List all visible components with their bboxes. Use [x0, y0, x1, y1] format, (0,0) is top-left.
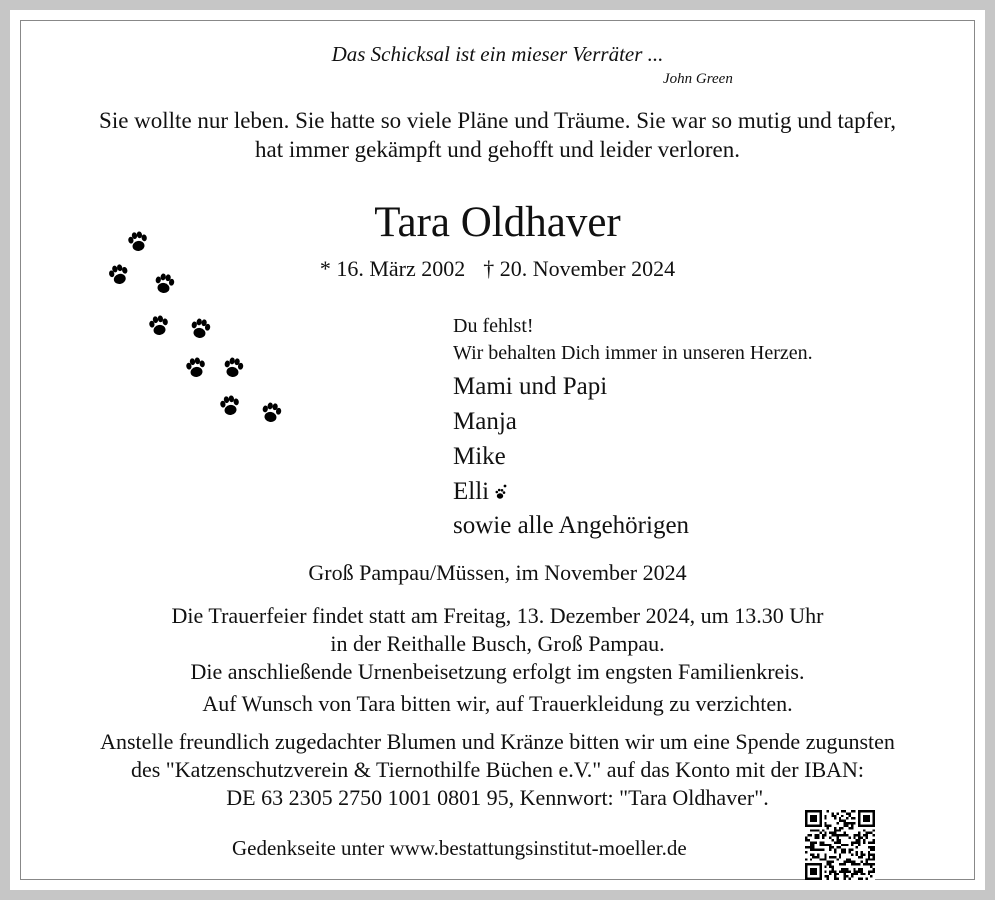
donation-line-3: DE 63 2305 2750 1001 0801 95, Kennwort: "Tara Oldhaver". [226, 785, 769, 810]
donation-line-1: Anstelle freundlich zugedachter Blumen und Kränze bitten wir um eine Spende zugunsten [100, 729, 895, 754]
place-date: Groß Pampau/Müssen, im November 2024 [308, 560, 687, 585]
intro-line-2: hat immer gekämpft und gehofft und leider verloren. [255, 137, 740, 162]
small-paw-icon [495, 483, 509, 501]
mourner-manja: Manja [453, 408, 517, 435]
memorial-page-link: Gedenkseite unter www.bestattungsinstitut-moeller.de [232, 836, 687, 860]
ceremony-line-3: Die anschließende Urnenbeisetzung erfolgt im engsten Familienkreis. [190, 659, 805, 684]
mourner-elli-row [453, 478, 509, 506]
mourner-elli: Elli [453, 478, 490, 505]
donation-line-2: des "Katzenschutzverein & Tiernothilfe Büchen e.V." auf das Konto mit der IBAN: [130, 757, 864, 782]
ceremony-line-1: Die Trauerfeier findet statt am Freitag, 13. Dezember 2024, um 13.30 Uhr [171, 603, 824, 628]
mourner-relatives: sowie alle Angehörigen [453, 512, 690, 539]
life-dates [0, 256, 995, 282]
intro-line-1: Sie wollte nur leben. Sie hatte so viele Pläne und Träume. Sie war so mutig und tapfer, [99, 108, 896, 133]
ceremony-line-2: in der Reithalle Busch, Groß Pampau. [330, 631, 665, 656]
message-line-1: Du fehlst! [453, 315, 534, 337]
quote-author: John Green [663, 71, 733, 87]
quote-text: Das Schicksal ist ein mieser Verräter ... [331, 42, 664, 66]
qr-code-icon [805, 810, 875, 880]
deceased-name: Tara Oldhaver [374, 199, 621, 246]
mourner-mike: Mike [453, 443, 506, 470]
death-date: † 20. November 2024 [483, 256, 676, 281]
birth-date: * 16. März 2002 [319, 256, 466, 281]
message-line-2: Wir behalten Dich immer in unseren Herzen. [453, 342, 813, 364]
ceremony-line-4: Auf Wunsch von Tara bitten wir, auf Trauerkleidung zu verzichten. [202, 691, 793, 716]
mourner-parents: Mami und Papi [453, 373, 608, 400]
